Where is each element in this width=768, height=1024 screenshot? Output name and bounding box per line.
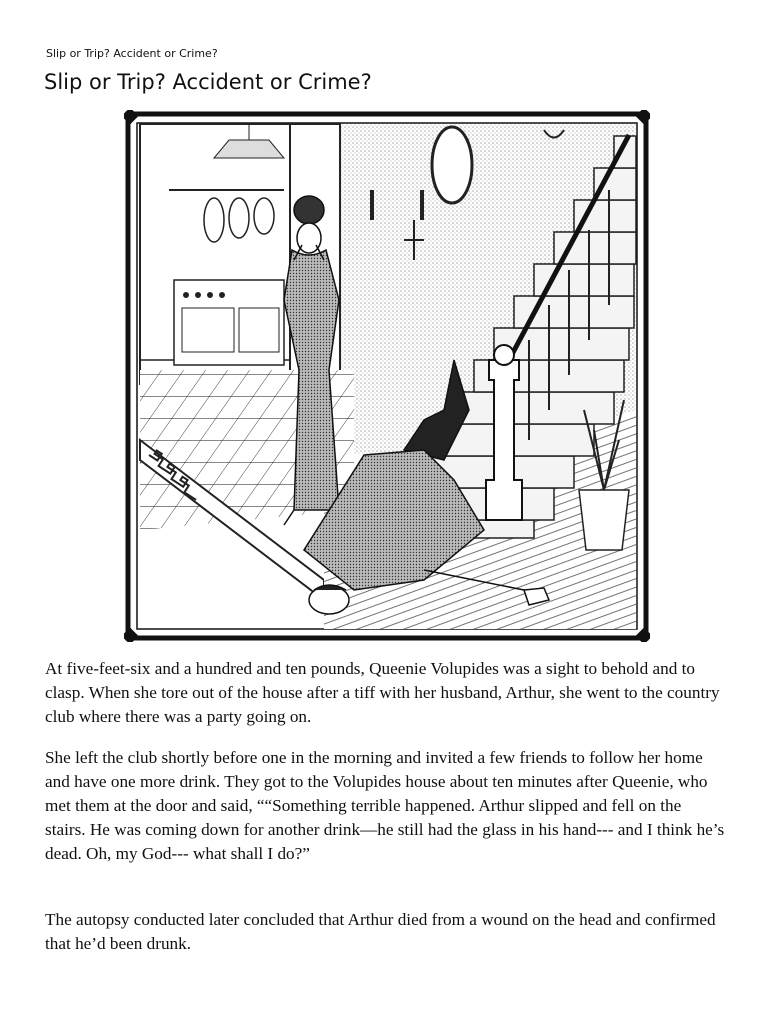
page-title: Slip or Trip? Accident or Crime? [44, 70, 372, 94]
paragraph-2: She left the club shortly before one in the morning and invited a few friends to follow her home and have one more drink. They got to the Volupides house about ten minutes after Queenie, who met them at the door and said, ““Something terrible happened. Arthur slipped and fell on the stairs. He was coming down for another drink—he still had the glass in his hand--- and I think he’s dead. Oh, my God--- what shall I do?” [45, 748, 725, 863]
puzzle-illustration [124, 110, 650, 642]
running-header: Slip or Trip? Accident or Crime? [46, 47, 218, 60]
paragraph-3: The autopsy conducted later concluded that Arthur died from a wound on the head and confirmed that he’d been drunk. [45, 910, 716, 953]
paragraph-1: At five-feet-six and a hundred and ten pounds, Queenie Volupides was a sight to behold and to clasp. When she tore out of the house after a tiff with her husband, Arthur, she went to the country club where there was a party going on. [45, 659, 720, 726]
